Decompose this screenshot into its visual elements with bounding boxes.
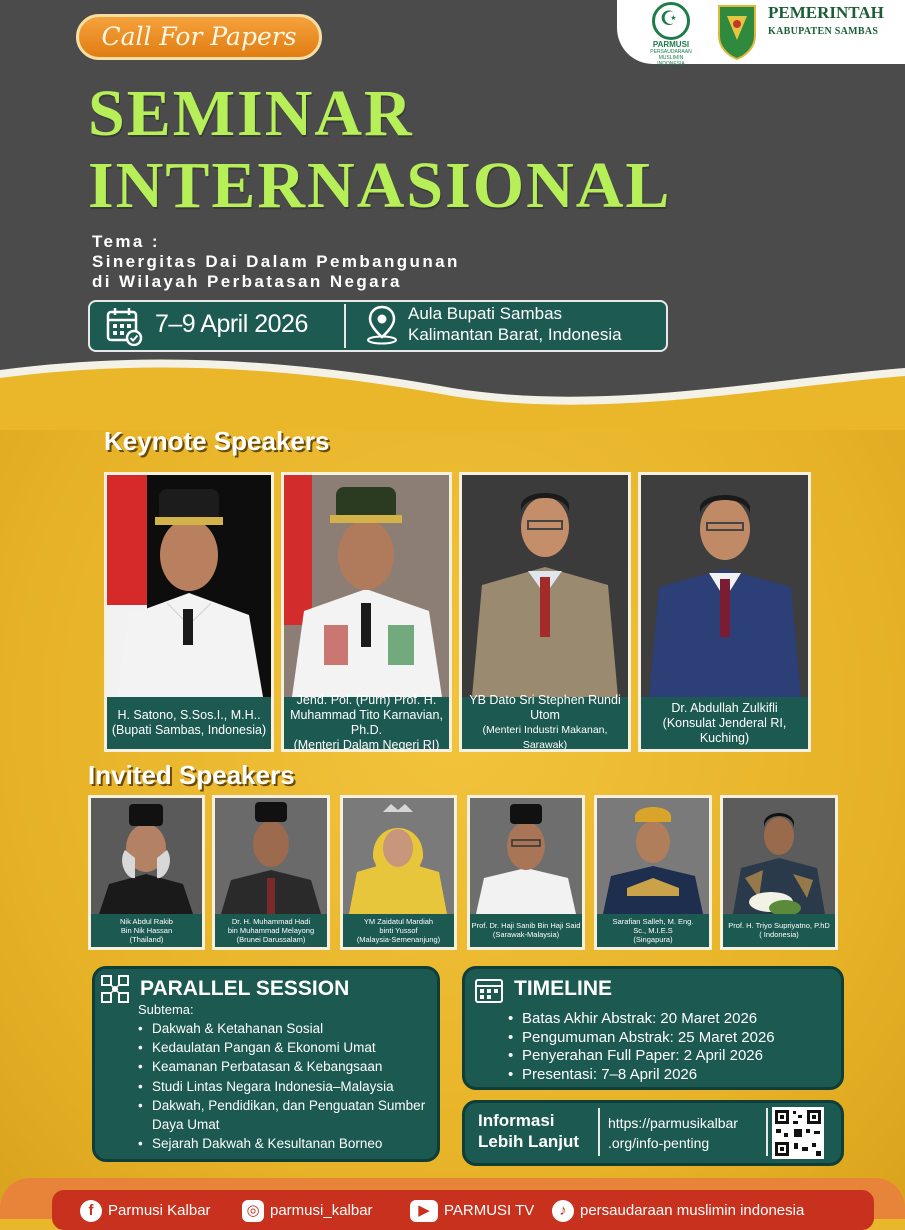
title-line1: SEMINAR: [88, 77, 414, 150]
speaker-photo: [470, 798, 582, 914]
tiktok-icon: ♪: [552, 1200, 574, 1222]
crescent-icon: [652, 2, 690, 40]
speaker-photo: [597, 798, 709, 914]
network-icon: [100, 974, 130, 1004]
speaker-caption: [597, 913, 709, 947]
speaker-caption: [284, 693, 449, 752]
info-label-line1: Informasi: [478, 1111, 555, 1130]
theme-block: [92, 232, 460, 292]
invited-speaker-card: [212, 795, 330, 950]
timeline-title: TIMELINE: [514, 977, 612, 1000]
speaker-photo: [641, 475, 808, 697]
speaker-role: (Bupati Sambas, Indonesia): [111, 723, 267, 737]
tiktok-link[interactable]: [552, 1200, 804, 1220]
speaker-country: (Malaysia-Semenanjung): [356, 934, 441, 944]
speaker-role: (Menteri Dalam Negeri RI): [293, 738, 440, 752]
location-pin-icon: [365, 305, 399, 345]
list-item: • Batas Akhir Abstrak: 20 Maret 2026: [506, 1010, 836, 1029]
keynote-section-title: Keynote Speakers: [104, 426, 330, 456]
instagram-handle[interactable]: parmusi_kalbar: [270, 1201, 373, 1219]
invited-speaker-card: [467, 795, 585, 950]
government-label: [768, 3, 884, 41]
parmusi-logo-sub: MUSLIMIN: [658, 55, 684, 61]
keynote-speaker-card: [104, 472, 274, 752]
info-divider: [598, 1108, 600, 1156]
speaker-name: Prof. H. Triyo Supriyatno, P.hD: [728, 921, 830, 930]
facebook-link[interactable]: [80, 1200, 211, 1220]
youtube-icon: ▶: [410, 1200, 438, 1222]
speaker-photo: [215, 798, 327, 914]
info-link-line2[interactable]: .org/info-penting: [608, 1135, 710, 1151]
timeline-list: [506, 1010, 836, 1084]
speaker-photo: [723, 798, 835, 914]
info-link-line1[interactable]: https://parmusikalbar: [608, 1115, 738, 1131]
speaker-caption: [641, 697, 808, 749]
instagram-icon: ◎: [242, 1200, 264, 1222]
speaker-caption: [215, 913, 327, 947]
keynote-speaker-card: [638, 472, 811, 752]
list-item: • Keamanan Perbatasan & Kebangsaan: [136, 1057, 426, 1076]
invited-speaker-card: [88, 795, 205, 950]
keynote-speaker-card: [281, 472, 452, 752]
speaker-caption: [107, 697, 271, 749]
parallel-session-title: PARALLEL SESSION: [140, 977, 350, 1000]
call-for-papers-badge: Call For Papers: [76, 14, 322, 60]
speaker-photo: [91, 798, 202, 914]
info-divider: [766, 1108, 768, 1156]
parmusi-logo-name: PARMUSI: [652, 40, 690, 49]
speaker-caption: [723, 913, 835, 947]
sambas-shield-icon: [715, 2, 759, 60]
parmusi-logo: [646, 2, 696, 67]
speaker-photo: [107, 475, 271, 697]
keynote-speaker-card: [459, 472, 631, 752]
invited-speaker-card: [340, 795, 457, 950]
speaker-name-line2: binti Yussof: [379, 925, 418, 935]
list-item: • Studi Lintas Negara Indonesia–Malaysia: [136, 1077, 426, 1096]
calendar-icon: [106, 306, 144, 346]
speaker-role: (Konsulat Jenderal RI, Kuching): [662, 715, 787, 745]
facebook-handle[interactable]: Parmusi Kalbar: [108, 1201, 211, 1219]
parmusi-logo-sub: PERSAUDARAAN: [650, 49, 692, 55]
theme-label: Tema :: [92, 232, 160, 251]
list-item: • Dakwah, Pendidikan, dan Penguatan Sumber Daya Umat: [136, 1096, 426, 1134]
government-label-line1: PEMERINTAH: [768, 3, 884, 22]
speaker-caption: [470, 913, 582, 947]
speaker-name: Sarafian Salleh, M. Eng.: [612, 916, 694, 926]
date-venue-divider: [344, 304, 346, 348]
schedule-icon: [474, 976, 504, 1004]
speaker-country: (Brunei Darussalam): [236, 934, 306, 944]
title-line2: INTERNASIONAL: [88, 149, 672, 222]
speaker-caption: [91, 913, 202, 947]
list-item: • Dakwah & Ketahanan Sosial: [136, 1019, 426, 1038]
parallel-session-list: [136, 1019, 426, 1153]
tiktok-handle[interactable]: persaudaraan muslimin indonesia: [580, 1201, 805, 1219]
speaker-role: (Menteri Industri Makanan, Sarawak): [482, 724, 608, 751]
venue-line1: Aula Bupati Sambas: [408, 304, 563, 323]
speaker-name: YM Zaidatul Mardiah: [363, 916, 434, 926]
invited-speaker-card: [720, 795, 838, 950]
speaker-photo: [343, 798, 454, 914]
speaker-name-line2: bin Muhammad Melayong: [227, 925, 315, 935]
theme-line1: Sinergitas Dai Dalam Pembangunan: [92, 252, 460, 271]
youtube-link[interactable]: [410, 1200, 534, 1220]
invited-section-title: Invited Speakers: [88, 760, 295, 790]
info-label-line2: Lebih Lanjut: [478, 1132, 580, 1151]
header-wave: [0, 350, 905, 430]
facebook-icon: f: [80, 1200, 102, 1222]
speaker-country: (Thailand): [129, 934, 164, 944]
government-label-line2: KABUPATEN SAMBAS: [768, 26, 879, 37]
list-item: • Pengumuman Abstrak: 25 Maret 2026: [506, 1029, 836, 1048]
speaker-caption: [343, 913, 454, 947]
list-item: • Presentasi: 7–8 April 2026: [506, 1066, 836, 1085]
speaker-name-line2: Muhammad Tito Karnavian, Ph.D.: [290, 708, 443, 737]
instagram-link[interactable]: [242, 1200, 373, 1220]
speaker-name: Jend. Pol. (Purn) Prof. H.: [296, 693, 437, 707]
list-item: • Sejarah Dakwah & Kesultanan Borneo: [136, 1134, 426, 1153]
list-item: • Kedaulatan Pangan & Ekonomi Umat: [136, 1038, 426, 1057]
speaker-name-line2: Bin Nik Hassan: [120, 925, 173, 935]
speaker-photo: [284, 475, 449, 697]
subtema-label: Subtema:: [138, 1002, 194, 1017]
event-venue: [408, 303, 622, 345]
speaker-name: Nik Abdul Rakib: [120, 916, 173, 926]
event-date: 7–9 April 2026: [155, 310, 308, 338]
parmusi-logo-sub: INDONESIA: [657, 61, 685, 67]
speaker-name: Dr. Abdullah Zulkifli: [671, 700, 778, 715]
speaker-name: H. Satono, S.Sos.I., M.H..: [117, 708, 261, 722]
speaker-name: Dr. H. Muhammad Hadi: [231, 916, 311, 926]
speaker-name: Prof. Dr. Haji Sanib Bin Haji Said: [471, 921, 581, 930]
theme-line2: di Wilayah Perbatasan Negara: [92, 272, 402, 291]
venue-line2: Kalimantan Barat, Indonesia: [408, 325, 622, 344]
speaker-country: ( Indonesia): [759, 930, 799, 939]
info-link[interactable]: [608, 1113, 738, 1153]
invited-speaker-card: [594, 795, 712, 950]
info-label: [478, 1110, 579, 1152]
speaker-caption: [462, 693, 628, 751]
youtube-handle[interactable]: PARMUSI TV: [444, 1201, 535, 1219]
qr-code-icon[interactable]: [772, 1107, 824, 1159]
speaker-country: (Sarawak-Malaysia): [492, 930, 560, 939]
list-item: • Penyerahan Full Paper: 2 April 2026: [506, 1047, 836, 1066]
speaker-name-line2: Sc., M.I.E.S: [633, 925, 673, 935]
speaker-country: (Singapura): [633, 934, 673, 944]
speaker-name: YB Dato Sri Stephen Rundi Utom: [469, 693, 621, 722]
speaker-photo: [462, 475, 628, 697]
